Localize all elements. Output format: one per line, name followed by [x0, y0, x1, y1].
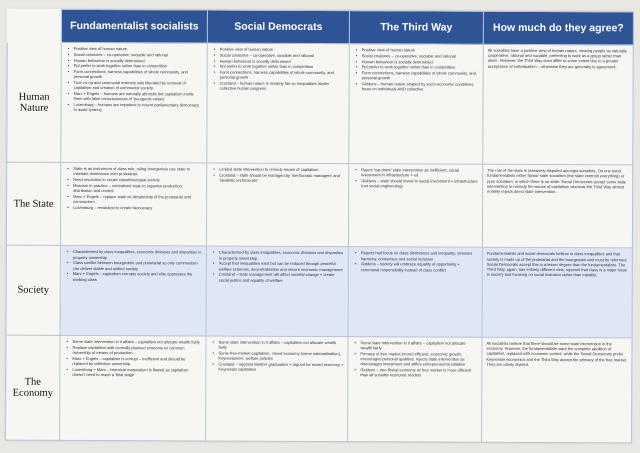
- bullet-point: • Marxism in practice – centralised state to organise production, distribution and control: [73, 183, 202, 194]
- bullet-point: • Human behaviour is socially determined: [362, 59, 479, 65]
- bullet-point: • Positive view of human nature: [220, 47, 345, 53]
- bullet-point: • Social creatures – co-operative, sociable and rational: [362, 53, 479, 59]
- bullet-list: [65, 249, 202, 282]
- bullet-point: • Replace capitalism with centrally planned economy w/ common ownership of means of production: [72, 345, 201, 356]
- bullet-point: • Ppl prefer to work together rather than in competition: [74, 63, 203, 69]
- bullet-point: • Crosland – human nature is innately fair so inequalities hinder collective human progress: [220, 81, 345, 92]
- bullet-point: • Reject 'top-down' state intervention as inefficient; social investment in infrastructure + ed: [361, 167, 478, 178]
- bullet-point: • True co-op and communal instincts only liberated by removal of capitalism and creation of communist society: [74, 80, 203, 91]
- cell-agreement: [482, 337, 632, 443]
- header-fundamentalist: Fundamentalist socialists: [61, 9, 207, 43]
- bullet-list: [352, 340, 477, 378]
- cell-fundamentalist: [60, 335, 206, 441]
- header-agreement: How much do they agree?: [483, 11, 633, 45]
- bullet-point: • Marx + Engels – capitalism is corrupt – inefficient and should be replaced by collective ownership: [72, 356, 201, 367]
- header-third-way: The Third Way: [349, 11, 483, 45]
- bullet-list: [353, 167, 478, 189]
- bullet-point: • Some free-market capitalism, mixed economy (some nationalisation), Keynesianism, welfare policies: [218, 351, 343, 362]
- row-the-economy: [6, 335, 632, 443]
- bullet-list: [211, 250, 344, 283]
- agreement-text: Fundamentalists and social democrats believe in class inequalities and that society is made up of the proletariat and the bourgeoisie and must be reformed. Social Democrats accept this to a lesser degree than the fundamentalists. The Third Way, again, has entirely different view, rejected that class is a major issue in society and focusing on social inclusion rather than equality.: [486, 251, 628, 278]
- row-human-nature: [7, 42, 634, 165]
- cell-agreement: [483, 44, 634, 165]
- bullet-point: • Crosland – rejected Webb's gradualism + argued for mixed economy + Keynesian capitalism: [218, 362, 343, 373]
- bullet-point: • Positive view of human nature: [74, 46, 203, 52]
- bullet-point: • State is an instrument of class rule, ruling bourgeoisie use state to maintain dominance over proletariat: [73, 166, 202, 177]
- cell-third-way: [348, 164, 482, 248]
- row-the-state: [6, 162, 632, 248]
- bullet-point: • Marx + Engels – capitalism corrupts society and elite oppresses the working class: [73, 271, 202, 282]
- row-label: The Economy: [6, 335, 60, 440]
- corner-cell: [7, 9, 61, 42]
- bullet-point: • Form connections, harness capabilities of whole community, and personal growth: [74, 69, 203, 80]
- cell-fundamentalist: [61, 42, 208, 163]
- bullet-point: • Giddens – state should invest in social investment + infrastructure (not social engineering): [361, 178, 478, 189]
- bullet-point: • Ppl prefer to work together rather than in competition: [220, 64, 345, 70]
- header-social-democrats: Social Democrats: [207, 10, 349, 44]
- cell-third-way: [348, 247, 482, 337]
- agreement-text: All socialists believe that there should be some state intervention in the economy. However, the fundamentalists want the complete abolition of capitalism, replaced with economic control, while the Social Democrats prefer Keynesian economics and the Third Way accept the primacy of the free market. They are utterly divided.: [486, 340, 628, 367]
- bullet-point: • Rejects had focus on class distinctions and inequality; stresses harmony, consensus and social inclusion: [361, 251, 478, 262]
- agreement-text: The role of the state is massively disputed amongst socialists. On one hand, fundamentalists either favour state socialism (the state controls everything) or pure socialism, in which there is no state. Social Democrats accept some state intervention to remedy the issues of capitalism whereas the Third Way almost entirely rejects direct state intervention.: [487, 167, 627, 195]
- bullet-point: • Crosland – state should be managed by 'meritocratic managers' and 'idealistic technocrats': [219, 173, 344, 184]
- bullet-list: [212, 47, 345, 92]
- bullet-point: • Marx + Engels – humans are naturally altruistic but capitalism instils them with false consciousness of 'bourgeois values': [74, 91, 203, 102]
- cell-third-way: [348, 337, 482, 443]
- cell-agreement: [482, 164, 632, 248]
- cell-social-democrats: [206, 336, 348, 442]
- cell-third-way: [349, 44, 484, 165]
- bullet-point: • Human behaviour is socially determined: [220, 58, 345, 64]
- bullet-point: • Ppl prefer to work together rather than in competition: [362, 65, 479, 71]
- bullet-list: [211, 167, 344, 184]
- bullet-point: • Luxemburg – revolution to create democracy: [73, 205, 202, 211]
- bullet-list: [353, 251, 478, 273]
- bullet-point: • Luxemburg – humans are impatient to resent parliamentary democracy to avoid tyranny: [73, 102, 202, 113]
- bullet-point: • Accept that inequalities exist but can be reduced through peaceful welfare schemes, decentralisation and secure economic management: [219, 261, 344, 272]
- bullet-point: • Some state intervention in it affairs – capitalism not allocate wealth fairly: [218, 340, 343, 351]
- cell-fundamentalist: [60, 163, 206, 247]
- bullet-point: • Crosland – state management will affect societal change + create social justice and equality of welfare: [219, 272, 344, 283]
- row-label: The State: [6, 162, 60, 245]
- bullet-point: • Giddens – society will embrace equality of opportunity + communal responsibility instead of class conflict: [361, 262, 478, 273]
- bullet-point: • Giddens – neo-liberal economy w/ free market is more efficient than all socialist economic models: [360, 367, 477, 378]
- bullet-point: • Luxemburg + Marx – historical materialism is flawed as capitalism doesn't need to reach a 'final stage': [72, 367, 201, 378]
- bullet-point: • Positive view of human nature: [362, 47, 479, 53]
- bullet-list: [354, 47, 479, 92]
- bullet-point: • Human behaviour is socially determined: [74, 58, 203, 64]
- comparison-table: [5, 9, 634, 444]
- bullet-list: [65, 46, 202, 113]
- bullet-point: • Need revolution to create classless/equal society: [73, 177, 202, 183]
- bullet-point: • Characterised by class inequalities, economic divisions and disparities in property ownership: [219, 250, 344, 261]
- cell-agreement: [482, 248, 632, 338]
- bullet-point: • Some state intervention in it affairs – capitalism not allocate wealth fairly: [72, 339, 201, 345]
- comparison-sheet: [5, 9, 633, 444]
- bullet-point: • Giddens – human nature shaped by socio-economic conditions, focus on individuals AND collective: [362, 81, 479, 92]
- cell-social-democrats: [206, 163, 348, 247]
- bullet-point: • Some state intervention in it affairs – capitalism not allocate wealth fairly: [360, 340, 477, 351]
- bullet-point: • Primacy of free market (more) efficient; economic growth, encourages personal qualities, rejects state intervention as discourages investment and stifles entrepreneurial initiative: [360, 351, 477, 367]
- row-society: [6, 245, 632, 337]
- cell-social-democrats: [207, 43, 350, 164]
- bullet-point: • Class conflict between bourgeoisie and proletariat so only communism can deliver stable and unified society: [73, 260, 202, 271]
- bullet-list: [65, 166, 202, 211]
- agreement-text: All socialists have a positive view of human nature, viewing people as naturally cooperative, rational and sociable, preferring to work as a group rather than alone. However, the Third Way does differ to some extent due to a greater acceptance of individualism – otherwise they are generally in agreement.: [487, 47, 627, 69]
- bullet-point: • Marx + Engels – replace state w/ dictatorship of the proletariat until communism: [73, 194, 202, 205]
- bullet-point: • Form connections, harness capabilities of whole community, and personal growth: [362, 70, 479, 81]
- bullet-point: • Social creatures – co-operative, sociable and rational: [220, 52, 345, 58]
- cell-fundamentalist: [60, 246, 206, 336]
- bullet-list: [210, 340, 343, 373]
- bullet-list: [64, 339, 201, 378]
- cell-social-democrats: [206, 246, 348, 336]
- bullet-point: • Form connections, harness capabilities of whole community, and personal growth: [220, 70, 345, 81]
- bullet-point: • Characterised by class inequalities, economic divisions and disparities in property ownership: [73, 249, 202, 260]
- bullet-point: • Social creatures – co-operative, sociable and rational: [74, 52, 203, 58]
- bullet-point: • Limited state intervention to remedy issues of capitalism: [219, 167, 344, 173]
- row-label: Society: [6, 245, 60, 335]
- row-label: Human Nature: [7, 42, 62, 163]
- header-row: [7, 9, 633, 45]
